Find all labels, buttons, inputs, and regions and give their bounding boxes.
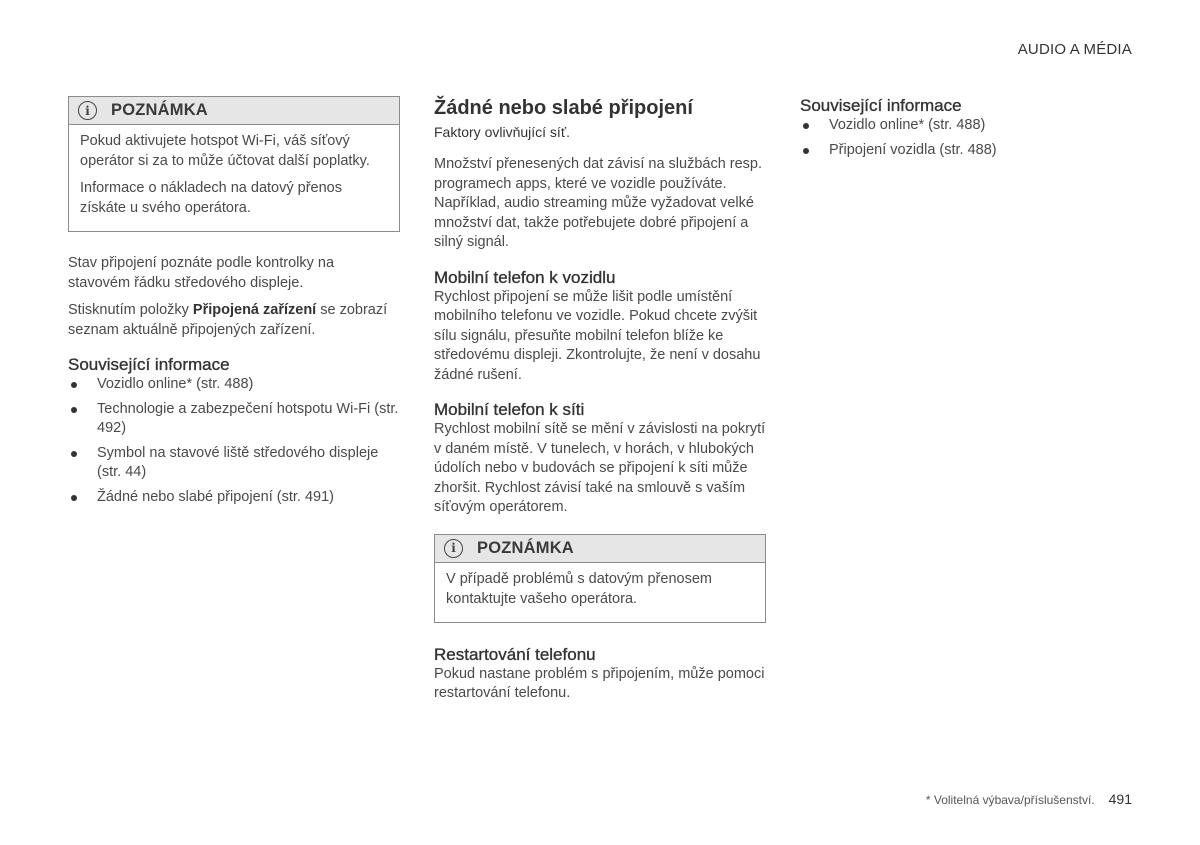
body-paragraph: Rychlost mobilní sítě se mění v závislosti na pokrytí v daném místě. V tunelech, v horách, v hlubokých údolích nebo v budovách se připojení k síti může zhoršit. Rychlost závisí také na smlouvě s vaším síťovým operátorem. [434, 421, 766, 515]
footnote: * Volitelná výbava/příslušenství. [925, 793, 1095, 807]
note-body [435, 563, 765, 622]
menu-item-reference: Připojená zařízení [192, 302, 317, 318]
related-link[interactable]: Vozidlo online* (str. 488) [68, 375, 400, 395]
article-lead: Faktory ovlivňující síť. [434, 124, 570, 140]
info-icon: i [444, 539, 463, 558]
note-header [435, 535, 765, 563]
note-paragraph: V případě problémů s datovým přenosem kontaktujte vašeho operátora. [446, 570, 712, 607]
section-heading: Mobilní telefon k síti [434, 400, 585, 419]
related-info-list [68, 375, 400, 507]
note-paragraph: Informace o nákladech na datový přenos získáte u svého operátora. [80, 180, 342, 216]
note-body [69, 125, 399, 231]
body-paragraph [68, 301, 400, 340]
body-paragraph: Stav připojení poznáte podle kontrolky na stavovém řádku středového displeje. [68, 255, 335, 291]
related-link[interactable]: Symbol na stavové liště středového displeje (str. 44) [68, 444, 400, 483]
right-column [800, 96, 1132, 165]
related-info-heading: Související informace [800, 96, 962, 115]
body-paragraph: Pokud nastane problém s připojením, může pomoci restartování telefonu. [434, 665, 765, 701]
note-title: POZNÁMKA [477, 538, 574, 557]
section-heading: Mobilní telefon k vozidlu [434, 267, 616, 287]
note-header [69, 97, 399, 125]
body-paragraph: Rychlost připojení se může lišit podle umístění mobilního telefonu ve vozidle. Pokud chcete zvýšit sílu signálu, přesuňte mobilní telefon blíže ke středovému displeji. Zkontrolujte, že není v dosahu žádné rušení. [434, 288, 761, 383]
related-link[interactable]: Vozidlo online* (str. 488) [800, 116, 1132, 136]
body-paragraph: Množství přenesených dat závisí na službách resp. programech apps, které ve vozidle používáte. Například, audio streaming může vyžadovat velké množství dat, takže potřebujete dobré připojení a silný signál. [434, 156, 763, 250]
page-number: 491 [1108, 791, 1132, 807]
article-title: Žádné nebo slabé připojení [434, 97, 693, 119]
related-info-heading: Související informace [68, 355, 230, 374]
related-link[interactable]: Připojení vozidla (str. 488) [800, 141, 1132, 161]
left-column [68, 96, 400, 512]
section-title: AUDIO A MÉDIA [1017, 41, 1132, 58]
note-paragraph: Pokud aktivujete hotspot Wi-Fi, váš síťový operátor si za to může účtovat další poplatky. [80, 133, 370, 169]
note-box [434, 534, 766, 623]
section-heading: Restartování telefonu [434, 644, 596, 664]
info-icon: i [78, 101, 97, 120]
body-text: se zobrazí seznam aktuálně připojených zařízení. [68, 302, 388, 338]
middle-column [434, 96, 766, 712]
note-title: POZNÁMKA [111, 101, 208, 119]
note-box [68, 96, 400, 232]
body-text: Stisknutím položky [68, 302, 193, 318]
related-link[interactable]: Technologie a zabezpečení hotspotu Wi-Fi (str. 492) [68, 400, 400, 439]
page-footer [926, 791, 1132, 807]
related-info-list [800, 116, 1132, 160]
related-link[interactable]: Žádné nebo slabé připojení (str. 491) [68, 488, 400, 508]
